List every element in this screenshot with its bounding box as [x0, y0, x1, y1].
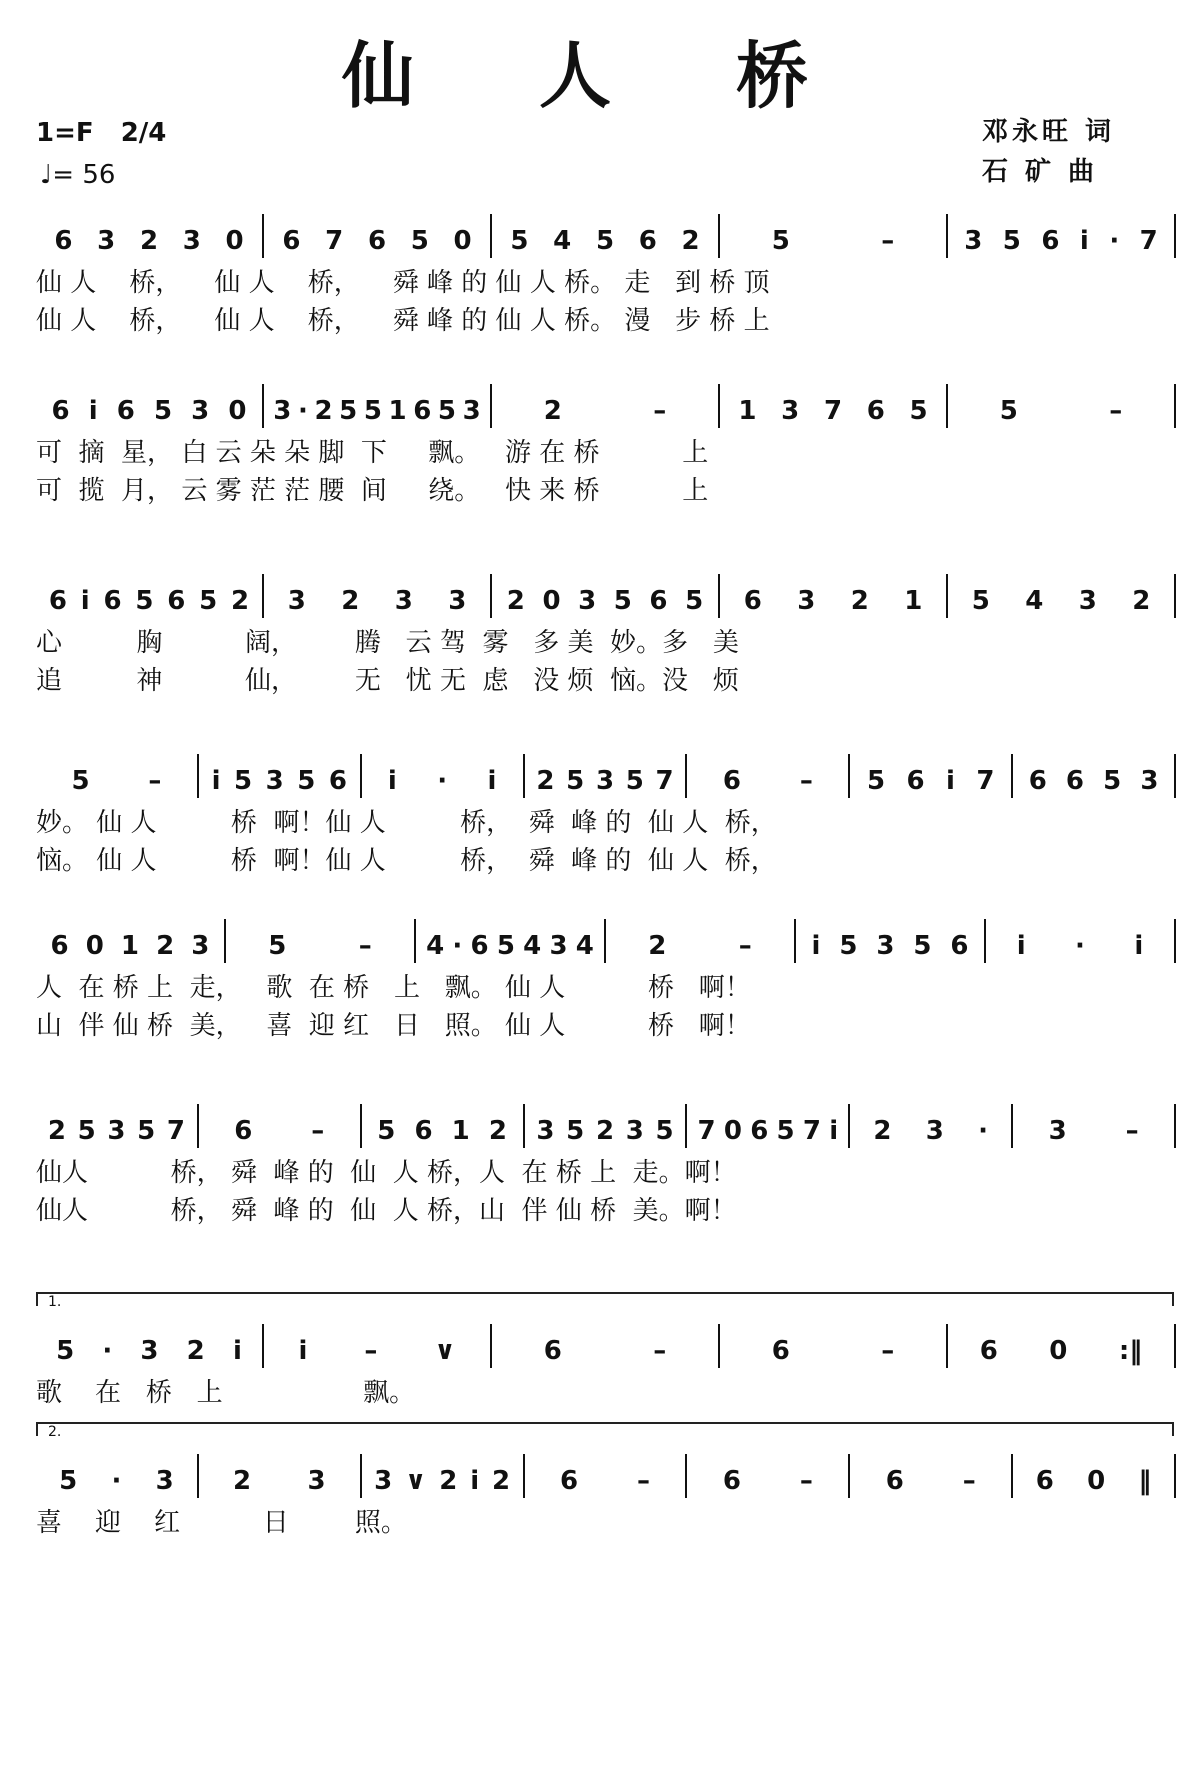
measure [948, 1326, 1174, 1366]
measure [264, 576, 490, 616]
note: 5 [77, 1116, 96, 1146]
note: – [653, 1336, 667, 1366]
note: 3 [536, 1116, 555, 1146]
measure [199, 756, 360, 796]
note: 3 [191, 931, 210, 961]
note: 3 [191, 396, 210, 426]
note: 5 [496, 931, 515, 961]
note: 2 [314, 396, 333, 426]
measure [226, 921, 414, 961]
note: 2 [488, 1116, 507, 1146]
notation-row [36, 1440, 1176, 1496]
key-label: 1=F [36, 118, 94, 148]
note: 2 [341, 586, 360, 616]
note: – [881, 1336, 895, 1366]
note: :‖ [1118, 1336, 1143, 1366]
measure [1013, 1456, 1174, 1496]
measure [492, 386, 718, 426]
note: – [799, 766, 813, 796]
note: 3 [182, 226, 201, 256]
note: 6 [414, 1116, 433, 1146]
note: 2 [186, 1336, 205, 1366]
note: 7 [655, 766, 674, 796]
note: 2 [850, 586, 869, 616]
note: 3 [394, 586, 413, 616]
score-line [36, 200, 1176, 360]
measure [850, 756, 1011, 796]
note: 6 [649, 586, 668, 616]
note: i [1079, 226, 1089, 256]
note: 0 [228, 396, 247, 426]
note: 6 [771, 1336, 790, 1366]
score-line [36, 1090, 1176, 1250]
note: i [487, 766, 497, 796]
measure [687, 1456, 848, 1496]
note: – [364, 1336, 378, 1366]
note: · [102, 1336, 113, 1366]
note: 6 [722, 766, 741, 796]
note: 6 [1035, 1466, 1054, 1496]
note: 5 [56, 1336, 75, 1366]
note: 2 [873, 1116, 892, 1146]
note: – [1125, 1116, 1139, 1146]
note: ∨ [434, 1336, 456, 1366]
note: i [829, 1116, 839, 1146]
song-title: 仙 人 桥 [341, 34, 859, 118]
note: 6 [885, 1466, 904, 1496]
note: 6 [906, 766, 925, 796]
measure [36, 1326, 262, 1366]
note: – [799, 1466, 813, 1496]
note: 6 [234, 1116, 253, 1146]
note: – [653, 396, 667, 426]
note: – [311, 1116, 325, 1146]
note: 5 [137, 1116, 156, 1146]
note: i [946, 766, 955, 796]
note: 6 [560, 1466, 579, 1496]
note: 3 [155, 1466, 174, 1496]
note: 6 [51, 396, 70, 426]
note: 1 [904, 586, 923, 616]
note: 2 [233, 1466, 252, 1496]
bar-line [1174, 574, 1176, 618]
measure [720, 386, 946, 426]
bar-line [1174, 919, 1176, 963]
note: 3 [448, 586, 467, 616]
note: 6 [282, 226, 301, 256]
note: 4 [575, 931, 594, 961]
note: 6 [750, 1116, 769, 1146]
note: ∨ [405, 1466, 427, 1496]
note: 5 [613, 586, 632, 616]
note: 5 [839, 931, 858, 961]
note: 2 [230, 586, 250, 616]
measure [36, 1106, 197, 1146]
note: i [88, 396, 98, 426]
note: 5 [59, 1466, 78, 1496]
note: – [738, 931, 752, 961]
note: 6 [1065, 766, 1084, 796]
measure [606, 921, 794, 961]
lyric-line-1: 人 在 桥 上 走， 歌 在 桥 上 飘。 仙 人 桥 啊！ [36, 973, 751, 1003]
measure [36, 576, 262, 616]
measure [264, 216, 490, 256]
note: 6 [470, 931, 489, 961]
lyric-line-2: 山 伴 仙 桥 美， 喜 迎 红 日 照。 仙 人 桥 啊！ [36, 1011, 751, 1041]
note: 3 [140, 1336, 159, 1366]
note: 0 [85, 931, 104, 961]
measure [525, 756, 686, 796]
measure [362, 1456, 523, 1496]
measure [948, 216, 1174, 256]
measure [492, 1326, 718, 1366]
note: 1 [388, 396, 407, 426]
note: 5 [297, 766, 316, 796]
note: 5 [377, 1116, 396, 1146]
notation-row [36, 200, 1176, 256]
note: 2 [595, 1116, 615, 1146]
note: 1 [451, 1116, 470, 1146]
bar-line [1174, 214, 1176, 258]
measure [1013, 756, 1174, 796]
note: 7 [1139, 226, 1158, 256]
note: 2 [536, 766, 555, 796]
note: 5 [655, 1116, 674, 1146]
bar-line [1174, 1454, 1176, 1498]
note: 6 [543, 1336, 562, 1366]
volta-bracket [36, 1292, 1174, 1310]
note: 2 [506, 586, 525, 616]
note: 3 [1078, 586, 1097, 616]
note: 3 [374, 1466, 393, 1496]
note: 7 [802, 1116, 821, 1146]
note: 0 [453, 226, 472, 256]
volta-label: 1. [48, 1294, 62, 1310]
measure [687, 756, 848, 796]
note: – [636, 1466, 650, 1496]
note: 5 [363, 396, 382, 426]
notation-row [36, 905, 1176, 961]
note: 5 [153, 396, 173, 426]
note: 3 [925, 1116, 944, 1146]
note: – [358, 931, 372, 961]
note: · [437, 766, 448, 796]
note: 2 [47, 1116, 66, 1146]
note: 6 [722, 1466, 741, 1496]
note: 3 [595, 766, 615, 796]
note: · [1109, 226, 1120, 256]
note: 6 [48, 586, 67, 616]
measure [199, 1456, 360, 1496]
note: 3 [549, 931, 568, 961]
note: 6 [167, 586, 186, 616]
note: 1 [738, 396, 757, 426]
measure [36, 921, 224, 961]
note: 4 [523, 931, 542, 961]
measure [199, 1106, 360, 1146]
note: 3 [287, 586, 306, 616]
note: 6 [866, 396, 885, 426]
measure [492, 576, 718, 616]
note: 7 [166, 1116, 185, 1146]
measure [264, 386, 490, 426]
note: 5 [437, 396, 456, 426]
lyric-line-1: 仙人 桥， 舜 峰 的 仙 人 桥，人 在 桥 上 走。啊！ [36, 1158, 737, 1188]
note: 5 [566, 766, 585, 796]
note: 3 [781, 396, 800, 426]
lyric-line-1: 妙。 仙 人 桥 啊！仙 人 桥， 舜 峰 的 仙 人 桥， [36, 808, 777, 838]
notation-row [36, 1090, 1176, 1146]
measure [986, 921, 1174, 961]
note: 3 [265, 766, 284, 796]
note: – [1109, 396, 1123, 426]
volta-bracket [36, 1422, 1174, 1440]
note: 5 [685, 586, 704, 616]
volta-label: 2. [48, 1424, 62, 1440]
note: 7 [823, 396, 843, 426]
note: 0 [225, 226, 244, 256]
key-signature [36, 118, 166, 148]
note: 3 [797, 586, 816, 616]
lyric-line-2: 恼。 仙 人 桥 啊！仙 人 桥， 舜 峰 的 仙 人 桥， [36, 846, 777, 876]
note: 5 [1103, 766, 1122, 796]
lyric-line-2: 追 神 仙， 无 忧 无 虑 没 烦 恼。没 烦 [36, 666, 739, 696]
note: 3 [1140, 766, 1159, 796]
measure [492, 216, 718, 256]
note: · [297, 396, 308, 426]
note: 5 [566, 1116, 585, 1146]
note: 3 [578, 586, 597, 616]
score-line [36, 1440, 1176, 1600]
note: 7 [976, 766, 995, 796]
note: 6 [367, 226, 387, 256]
measure [36, 386, 262, 426]
note: ‖ [1138, 1466, 1152, 1496]
note: 6 [638, 226, 657, 256]
note: · [978, 1116, 988, 1146]
note: 3 [307, 1466, 326, 1496]
note: 2 [1132, 586, 1151, 616]
note: 5 [268, 931, 287, 961]
note: 3 [107, 1116, 126, 1146]
measure [720, 1326, 946, 1366]
bar-line [1174, 1324, 1176, 1368]
note: 5 [410, 226, 429, 256]
note: i [1016, 931, 1026, 961]
bar-line [1174, 1104, 1176, 1148]
measure [720, 576, 946, 616]
measure [850, 1456, 1011, 1496]
lyric-line-2: 仙 人 桥， 仙 人 桥， 舜 峰 的 仙 人 桥。 漫 步 桥 上 [36, 306, 770, 336]
measure [525, 1106, 686, 1146]
notation-row [36, 740, 1176, 796]
note: 2 [681, 226, 700, 256]
note: i [470, 1466, 480, 1496]
note: 5 [71, 766, 90, 796]
note: 5 [1002, 226, 1021, 256]
note: 5 [510, 226, 529, 256]
lyric-line-1: 仙 人 桥， 仙 人 桥， 舜 峰 的 仙 人 桥。 走 到 桥 顶 [36, 268, 770, 298]
note: 3 [97, 226, 116, 256]
lyric-line-2: 可 揽 月， 云 雾 茫 茫 腰 间 绕。 快 来 桥 上 [36, 476, 709, 506]
note: 5 [776, 1116, 795, 1146]
score-line [36, 370, 1176, 530]
measure [36, 756, 197, 796]
time-signature: 2/4 [120, 118, 167, 148]
note: · [452, 931, 463, 961]
note: i [1134, 931, 1144, 961]
note: 2 [492, 1466, 511, 1496]
measure [264, 1326, 490, 1366]
note: 5 [339, 396, 358, 426]
note: 3 [964, 226, 983, 256]
measure [850, 1106, 1011, 1146]
note: 6 [116, 396, 135, 426]
note: 5 [771, 226, 790, 256]
measure [948, 386, 1174, 426]
note: 5 [135, 586, 154, 616]
note: 6 [1041, 226, 1060, 256]
note: 3 [273, 396, 292, 426]
bar-line [1174, 754, 1176, 798]
note: i [80, 586, 90, 616]
note: 6 [103, 586, 122, 616]
note: 6 [413, 396, 432, 426]
note: 2 [139, 226, 159, 256]
note: 3 [462, 396, 481, 426]
note: i [211, 766, 221, 796]
note: 6 [1028, 766, 1047, 796]
tempo-marking: ♩= 56 [40, 160, 116, 190]
note: 3 [876, 931, 895, 961]
note: – [962, 1466, 976, 1496]
measure [36, 1456, 197, 1496]
credits [982, 112, 1115, 192]
note: 5 [909, 396, 928, 426]
notation-row [36, 1310, 1176, 1366]
measure [1013, 1106, 1174, 1146]
score-line [36, 740, 1176, 900]
note: 6 [950, 931, 969, 961]
measure [525, 1456, 686, 1496]
note: – [148, 766, 162, 796]
measure [362, 1106, 523, 1146]
note: 0 [1087, 1466, 1106, 1496]
measure [36, 216, 262, 256]
note: 0 [542, 586, 561, 616]
note: 0 [723, 1116, 742, 1146]
note: 6 [50, 931, 69, 961]
note: 5 [867, 766, 886, 796]
score-line [36, 905, 1176, 1065]
lyricist: 邓永旺 词 [981, 117, 1115, 147]
notation-row [36, 560, 1176, 616]
note: 6 [54, 226, 73, 256]
note: 6 [979, 1336, 998, 1366]
note: 7 [325, 226, 344, 256]
note: 3 [1048, 1116, 1067, 1146]
note: i [232, 1336, 242, 1366]
note: 5 [234, 766, 253, 796]
note: 1 [120, 931, 140, 961]
note: 4 [426, 931, 445, 961]
note: 4 [1025, 586, 1044, 616]
note: 5 [999, 396, 1018, 426]
note: 5 [595, 226, 615, 256]
measure [948, 576, 1174, 616]
score-line [36, 560, 1176, 720]
note: i [298, 1336, 308, 1366]
note: i [387, 766, 397, 796]
note: 3 [625, 1116, 644, 1146]
note: · [1075, 931, 1085, 961]
note: 0 [1049, 1336, 1068, 1366]
note: 7 [697, 1116, 716, 1146]
measure [416, 921, 604, 961]
measure [796, 921, 984, 961]
lyric-line-1: 喜 迎 红 日 照。 [36, 1508, 407, 1538]
note: 2 [439, 1466, 458, 1496]
composer: 石 矿 曲 [981, 157, 1099, 187]
note: 5 [971, 586, 990, 616]
note: 2 [648, 931, 667, 961]
lyric-line-1: 心 胸 阔， 腾 云 驾 雾 多 美 妙。多 美 [36, 628, 739, 658]
note: 6 [328, 766, 347, 796]
lyric-line-1: 可 摘 星， 白 云 朵 朵 脚 下 飘。 游 在 桥 上 [36, 438, 709, 468]
note: 5 [625, 766, 644, 796]
lyric-line-1: 歌 在 桥 上 飘。 [36, 1378, 416, 1408]
measure [720, 216, 946, 256]
note: · [111, 1466, 122, 1496]
note: 5 [199, 586, 218, 616]
note: 2 [156, 931, 175, 961]
note: 4 [553, 226, 572, 256]
bar-line [1174, 384, 1176, 428]
measure [362, 756, 523, 796]
notation-row [36, 370, 1176, 426]
measure [687, 1106, 848, 1146]
note: i [811, 931, 821, 961]
note: 2 [543, 396, 562, 426]
lyric-line-2: 仙人 桥， 舜 峰 的 仙 人 桥，山 伴 仙 桥 美。啊！ [36, 1196, 737, 1226]
note: 5 [913, 931, 932, 961]
note: 6 [743, 586, 762, 616]
note: – [881, 226, 895, 256]
